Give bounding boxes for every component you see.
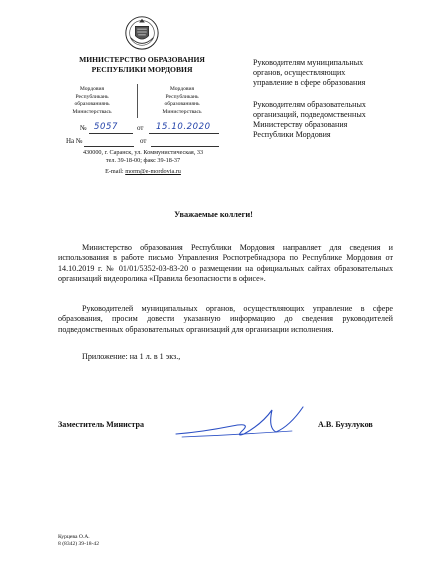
salutation: Уважаемые коллеги!	[174, 210, 253, 219]
right-col-line: Мордовия	[169, 86, 195, 92]
reg-number-value: 5057	[94, 122, 119, 132]
ref-date-line	[151, 146, 219, 147]
ref-number-label: На №	[66, 137, 83, 145]
recipient-line: Министерству образования	[253, 120, 348, 129]
signatory-name: А.В. Бузулуков	[318, 420, 373, 429]
header-divider	[137, 84, 138, 118]
right-col-line: образованиянь	[164, 101, 200, 107]
ministry-title	[50, 55, 234, 74]
reg-number-label: №	[80, 124, 87, 132]
right-col-line: Министерствась	[162, 108, 202, 115]
email-line	[40, 168, 246, 176]
address-line-2: тел. 39-18-00; факс 39-18-37	[105, 157, 181, 164]
email-link[interactable]: morm@e-mordovia.ru	[125, 168, 181, 175]
body-paragraph-1: Министерство образования Республики Мордовия направляет для сведения и использования в работе письмо Управления Роспотребнадзора по Республике Мордовия от 14.10.2019 г. № 01/01/5352-03-83-20 о размещении на официальных сайтах образовательных организаций видеоролика «Правила безопасности в офисе».	[58, 243, 393, 284]
recipient-line: организаций, подведомственных	[253, 110, 366, 119]
handwritten-signature	[172, 404, 307, 440]
coat-of-arms-emblem	[123, 13, 161, 51]
mordovian-title-left	[60, 86, 124, 116]
reg-number-line	[89, 133, 133, 134]
ministry-title-line1: МИНИСТЕРСТВО ОБРАЗОВАНИЯ	[79, 55, 205, 64]
reg-date-value: 15.10.2020	[156, 122, 211, 132]
left-col-line: Мордовия	[79, 86, 105, 92]
executor-name: Курцева О.А.	[58, 534, 90, 540]
left-col-line: Министерствась	[72, 108, 112, 115]
recipient-line: управление в сфере образования	[253, 78, 366, 87]
executor-info	[58, 534, 99, 548]
recipient-line: Руководителям муниципальных	[253, 58, 364, 67]
ministry-title-line2: РЕСПУБЛИКИ МОРДОВИЯ	[91, 64, 193, 74]
reg-date-label: от	[137, 124, 144, 132]
recipient-block-1	[253, 58, 413, 88]
left-col-line: Республикань	[75, 93, 109, 100]
right-col-line: Республикань	[165, 93, 199, 100]
ref-number-line	[84, 146, 134, 147]
body-paragraph-2: Руководителей муниципальных органов, осуществляющих управление в сфере образования, просим довести указанную информацию до сведения руководителей подведомственных образовательных организаций для организации исполнения.	[58, 304, 393, 334]
recipient-block-2	[253, 100, 413, 140]
attachment-note: Приложение: на 1 л. в 1 экз.,	[82, 352, 181, 361]
executor-phone: 8 (8342) 39-18-42	[58, 541, 100, 547]
ref-date-label: от	[140, 137, 147, 145]
email-label: E-mail:	[105, 168, 124, 175]
recipient-line: Республики Мордовия	[253, 130, 331, 139]
recipient-line: органов, осуществляющих	[253, 68, 346, 77]
mordovian-title-right	[150, 86, 214, 116]
signatory-role: Заместитель Министра	[58, 420, 145, 429]
address-line-1: 430000, г. Саранск, ул. Коммунистическая, 33	[82, 149, 204, 156]
recipient-line: Руководителям образовательных	[253, 100, 366, 109]
reg-date-line	[149, 133, 219, 134]
left-col-line: образованиянь	[74, 101, 110, 107]
